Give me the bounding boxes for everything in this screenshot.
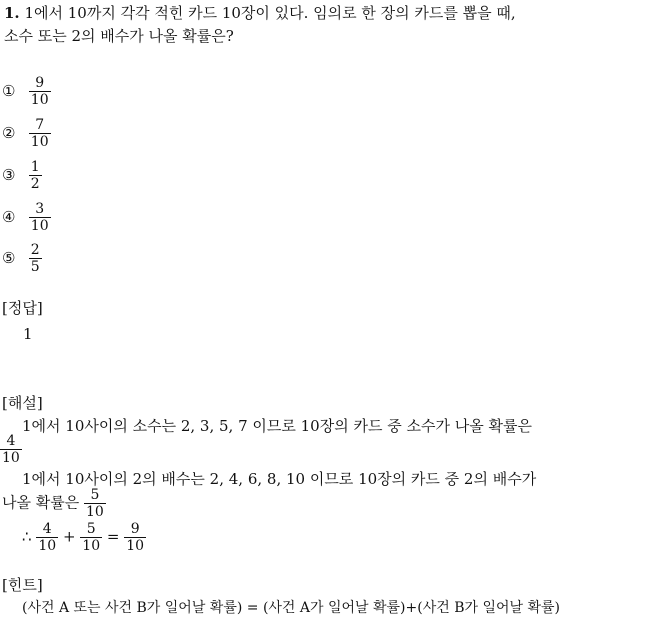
fraction-denominator: 10	[86, 504, 104, 520]
fraction-denominator: 10	[30, 218, 49, 234]
fraction-numerator: 9	[130, 521, 140, 537]
therefore-symbol: ∴	[22, 527, 32, 546]
choice-marker: ①	[2, 81, 16, 100]
choice-fraction	[29, 76, 51, 107]
hint-text: (사건 A 또는 사건 B가 일어날 확률) = (사건 A가 일어날 확률)+(사건 B가 일어날 확률)	[22, 600, 561, 616]
answer-label: [정답]	[2, 299, 43, 317]
equals-sign: =	[106, 527, 120, 546]
fraction-denominator: 10	[126, 538, 145, 554]
fraction-numerator: 3	[35, 201, 45, 217]
fraction-denominator: 5	[30, 259, 40, 275]
fraction-numerator: 5	[86, 521, 96, 537]
choice-fraction	[29, 160, 42, 191]
solution-sum-equation	[22, 522, 146, 553]
answer-value: 1	[23, 325, 33, 343]
choice-4[interactable]	[2, 202, 51, 233]
fraction-numerator: 9	[35, 75, 45, 91]
choice-fraction	[29, 243, 42, 274]
fraction-denominator: 10	[38, 538, 57, 554]
solution-line-2: 1에서 10사이의 2의 배수는 2, 4, 6, 8, 10 이므로 10장의 카드 중 2의 배수가	[22, 470, 537, 488]
plus-sign: +	[62, 527, 76, 546]
question-line-1	[4, 2, 516, 23]
choice-5[interactable]	[2, 243, 42, 274]
solution-line-3-text: 나올 확률은	[2, 493, 80, 512]
choice-marker: ④	[2, 207, 16, 226]
fraction-denominator: 10	[30, 134, 49, 150]
solution-line-1: 1에서 10사이의 소수는 2, 3, 5, 7 이므로 10장의 카드 중 소수가 나올 확률은	[22, 417, 532, 435]
fraction-denominator: 10	[82, 538, 101, 554]
choice-2[interactable]	[2, 118, 51, 149]
fraction-denominator: 10	[2, 450, 20, 466]
fraction-numerator: 7	[35, 117, 45, 133]
fraction-numerator: 4	[42, 521, 52, 537]
fraction-numerator: 4	[6, 433, 16, 449]
solution-label: [해설]	[2, 394, 43, 412]
hint-label: [힌트]	[2, 576, 43, 594]
question-text-line-1: 1에서 10까지 각각 적힌 카드 10장이 있다. 임의로 한 장의 카드를 뽑을 때,	[24, 4, 516, 22]
choice-marker: ③	[2, 165, 16, 184]
solution-line-3	[2, 488, 106, 519]
choice-3[interactable]	[2, 160, 42, 191]
solution-fraction-2	[84, 488, 106, 519]
choice-marker: ②	[2, 123, 16, 142]
fraction-denominator: 10	[30, 92, 49, 108]
choice-marker: ⑤	[2, 248, 16, 267]
fraction-numerator: 5	[90, 487, 100, 503]
solution-fraction-1	[0, 434, 22, 465]
sum-term-b	[80, 522, 102, 553]
sum-result	[124, 522, 146, 553]
sum-term-a	[36, 522, 58, 553]
fraction-numerator: 1	[30, 159, 40, 175]
choice-fraction	[29, 118, 51, 149]
question-text-line-2: 소수 또는 2의 배수가 나올 확률은?	[4, 27, 234, 45]
choice-fraction	[29, 202, 51, 233]
fraction-denominator: 2	[30, 176, 40, 192]
choice-1[interactable]	[2, 76, 51, 107]
fraction-numerator: 2	[30, 242, 40, 258]
question-number: 1.	[4, 4, 20, 22]
